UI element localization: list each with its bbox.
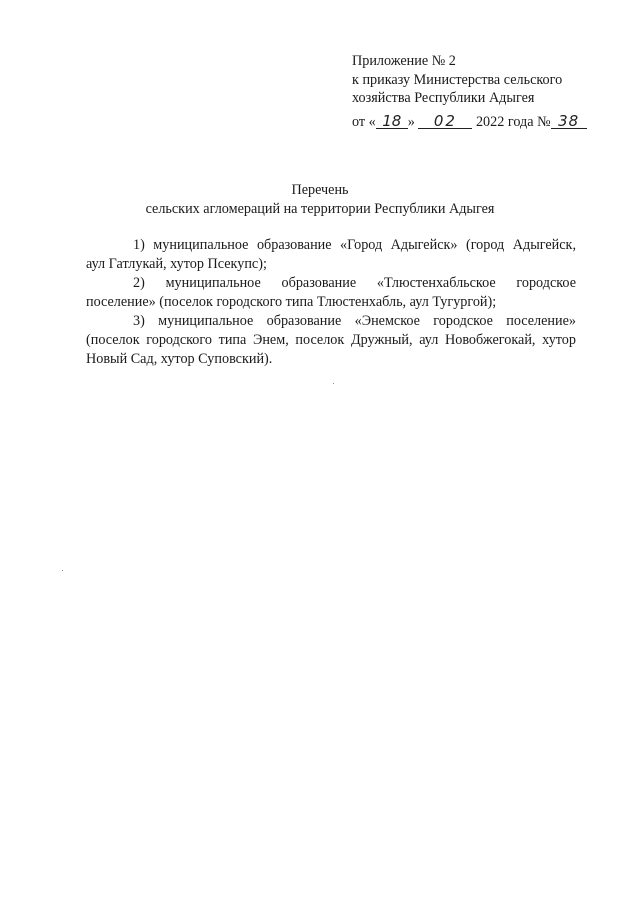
appendix-number: Приложение № 2 <box>352 53 456 69</box>
list-item <box>86 274 576 312</box>
appendix-ministry-line: хозяйства Республики Адыгея <box>352 90 535 106</box>
list-item-first-line: 3) муниципальное образование «Энемское городское поселение» <box>133 313 576 329</box>
scan-speck <box>333 383 334 384</box>
list-item-continuation: (поселок городского типа Энем, поселок Дружный, аул Новобжегокай, хутор Новый Сад, хутор Суповский). <box>86 332 576 367</box>
handwritten-order-number: 38 <box>551 114 587 129</box>
list-item-first-line: 1) муниципальное образование «Город Адыгейск» (город Адыгейск, <box>133 237 576 253</box>
scan-speck <box>62 570 63 571</box>
date-year-text: 2022 года № <box>475 114 551 130</box>
agglomeration-list <box>86 236 576 369</box>
handwritten-day: 18 <box>376 114 408 129</box>
document-subtitle: сельских агломераций на территории Республики Адыгея <box>145 201 495 217</box>
appendix-order-line: к приказу Министерства сельского <box>352 71 563 88</box>
list-item <box>86 312 576 369</box>
order-date-line <box>352 114 587 131</box>
date-prefix: от « <box>352 114 376 130</box>
appendix-header <box>352 52 602 108</box>
list-item-first-line: 2) муниципальное образование «Тлюстенхабльское городское <box>133 275 576 291</box>
document-title: Перечень <box>291 182 349 198</box>
handwritten-month: 02 <box>418 114 472 129</box>
list-item-continuation: поселение» (поселок городского типа Тлюстенхабль, аул Тугургой); <box>86 294 497 310</box>
list-item-continuation: аул Гатлукай, хутор Псекупс); <box>86 256 267 272</box>
date-quote-close: » <box>407 114 415 130</box>
list-item <box>86 236 576 274</box>
